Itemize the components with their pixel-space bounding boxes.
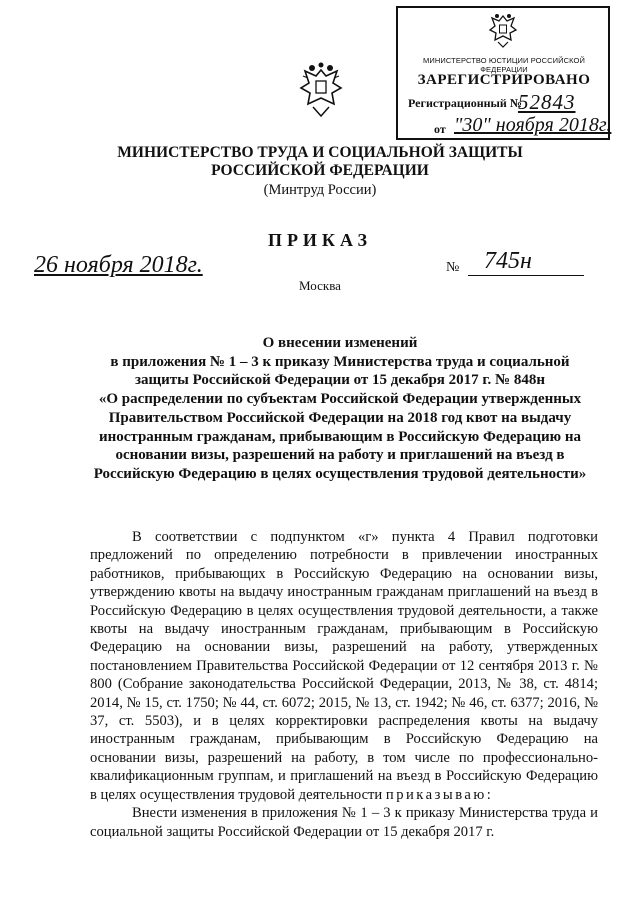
city: Москва — [299, 278, 341, 293]
ministry-short-name: (Минтруд России) — [263, 182, 377, 198]
document-title — [80, 334, 600, 484]
stamp-date-label: от — [434, 122, 446, 136]
handwritten-date: 26 ноября 2018г. — [34, 252, 203, 278]
ministry-name-line-1: МИНИСТЕРСТВО ТРУДА И СОЦИАЛЬНОЙ ЗАЩИТЫ — [117, 144, 523, 161]
stamp-ministry-name: МИНИСТЕРСТВО ЮСТИЦИИ РОССИЙСКОЙ ФЕДЕРАЦИИ — [423, 56, 585, 74]
title-line: защиты Российской Федерации от 15 декабря 2017 г. № 848н — [134, 372, 546, 389]
title-line: «О распределении по субъектам Российской Федерации утвержденных — [98, 391, 582, 408]
title-line: Российскую Федерацию в целях осуществления трудовой деятельности» — [93, 465, 587, 482]
ministry-name — [0, 144, 640, 180]
title-line: иностранным гражданам, прибывающим в Российскую Федерацию на — [98, 428, 582, 445]
stamp-registration-label: Регистрационный № — [408, 96, 522, 110]
stamp-emblem-icon — [486, 12, 520, 48]
stamp-registration-number: 52843 — [518, 90, 576, 114]
order-number-underline — [468, 275, 584, 276]
order-directive: приказываю: — [385, 786, 494, 803]
title-line: в приложения № 1 – 3 к приказу Министерства труда и социальной — [110, 353, 570, 370]
handwritten-order-number: 745н — [484, 248, 532, 274]
stamp-date-value: "30" ноября 2018г. — [454, 114, 612, 136]
title-line: Правительством Российской Федерации на 2018 год квот на выдачу — [108, 409, 572, 426]
coat-of-arms-icon — [296, 62, 346, 120]
document-body — [90, 528, 598, 841]
ministry-name-line-2: РОССИЙСКОЙ ФЕДЕРАЦИИ — [211, 162, 429, 179]
order-number-label: № — [446, 260, 460, 275]
title-line: основании визы, разрешений на работу и приглашений на въезд в — [115, 447, 565, 464]
body-paragraph-2: Внести изменения в приложения № 1 – 3 к приказу Министерства труда и социальной защиты Российской Федерации от 15 декабря 2017 г. — [90, 805, 598, 840]
document-type: ПРИКАЗ — [267, 230, 373, 250]
body-paragraph-1-text: В соответствии с подпунктом «г» пункта 4 Правил подготовки предложений по определению потребности в привлечении иностранных работников, прибывающих в Российскую Федерацию на основании визы, утверждению квоты на выдачу иностранным гражданам приглашений на въезд в Российскую Федерацию в целях осуществления трудовой деятельности, а также квоты на выдачу иностранным гражданам, прибывающим в Российскую Федерацию на основании визы, разрешений на работу, утвержденных постановлением Правительства Российской Федерации от 12 сентября 2013 г. № 800 (Собрание законодательства Российской Федерации, 2013, № 38, ст. 4814; 2014, № 15, ст. 1750; № 44, ст. 6072; 2015, № 13, ст. 1942; № 46, ст. 6377; 2016, № 37, ст. 5503), и в целях корректировки распределения квоты на выдачу иностранным гражданам, прибывающим в Российскую Федерацию на основании визы, разрешений на работу, в том числе по профессионально-квалификационным группам, и приглашений на въезд в Российскую Федерацию в целях осуществления трудовой деятельности — [90, 529, 598, 803]
registration-stamp — [396, 6, 610, 140]
stamp-registered-label: ЗАРЕГИСТРИРОВАНО — [417, 72, 591, 88]
body-paragraph-1 — [90, 528, 598, 804]
title-line: О внесении изменений — [262, 335, 418, 351]
